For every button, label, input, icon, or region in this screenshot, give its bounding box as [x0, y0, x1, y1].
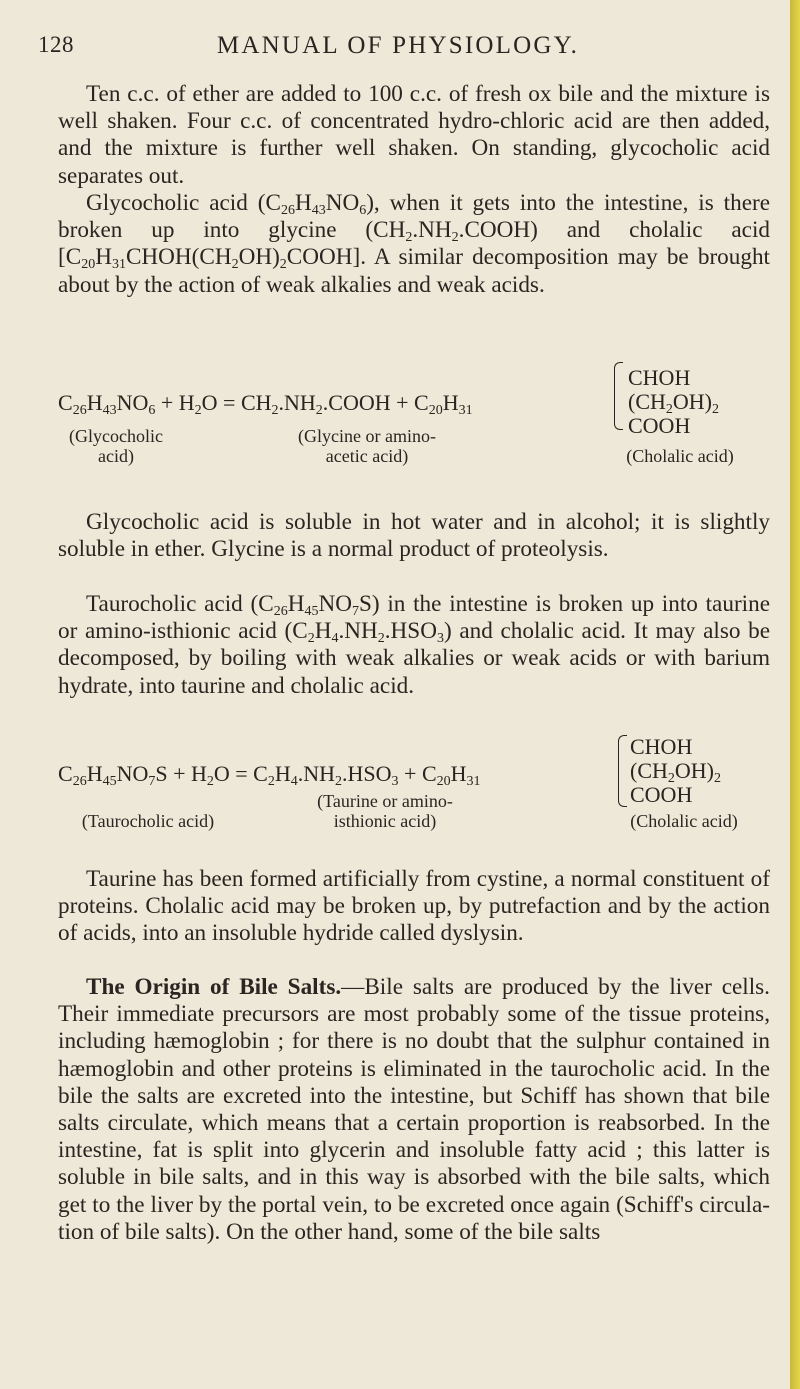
label-cholalic-acid-2: (Cholalic acid) — [630, 811, 738, 831]
equation-glycocholic-brace — [614, 362, 623, 430]
label-taurine: (Taurine or amino- isthionic acid) — [317, 791, 453, 831]
paragraph-glycocholic-decomposition: Glycocholic acid $(C_{26}H_{43}NO_6)$, when it gets into the intestine, is there broken up into glycine $(CH_2.NH_2.COOH)$ and cholalic acid $[C_{20}H_{31}CHOH(CH_2OH)_2COOH]$. A similar decomposition may be brought about by the action of weak alkalies and weak acids. — [58, 190, 770, 298]
equation-taurocholic-cholalic-formula: CHOH $(CH_2OH)_2$ COOH — [630, 734, 721, 807]
equation-glycocholic-reaction: $C_{26}H_{43}NO_6 + H_2O$ = $CH_2.NH_2.COOH + C_{20}H_{31}$ — [58, 390, 473, 418]
page-header — [38, 32, 758, 68]
label-glycine: (Glycine or amino- acetic acid) — [298, 426, 436, 466]
paragraph-taurocholic-decomposition: Taurocholic acid $(C_{26}H_{45}NO_7S)$ in the intestine is broken up into taurine or amino-isthionic acid $(C_2H_4.NH_2.HSO_3)$ and cholalic acid. It may also be decomposed, by boiling with weak alkalies or weak acids or with barium hydrate, into taurine and cholalic acid. — [58, 591, 770, 699]
page-edge — [790, 0, 800, 1389]
paragraph-glycocholic-solubility: Glycocholic acid is soluble in hot water and in alcohol; it is slightly soluble in ether. Glycine is a normal product of proteolysis. — [58, 509, 770, 563]
equation-taurocholic-reaction: $C_{26}H_{45}NO_7S + H_2O = C_2H_4.NH_2.HSO_3 + C_{20}H_{31}$ — [58, 761, 481, 789]
page-number: 128 — [38, 32, 74, 57]
label-glycocholic-acid: (Glycocholic acid) — [69, 426, 163, 466]
paragraph-taurine-origin: Taurine has been formed artificially from cystine, a normal constituent of proteins. Cholalic acid may be broken up, by putrefaction and by the action of acids, into an insoluble hydride called dyslysin. — [58, 866, 770, 947]
label-cholalic-acid: (Cholalic acid) — [626, 446, 734, 466]
equation-taurocholic — [58, 733, 770, 843]
equation-taurocholic-brace — [618, 735, 627, 807]
paragraph-origin-bile-salts: The Origin of Bile Salts.—Bile salts are produced by the liver cells. Their immediate precursors are most probably some of the tissue proteins, including hæmoglobin ; for there is no doubt that the sulphur contained in hæmoglobin and other proteins is eliminated in the taurocholic acid. In the bile the salts are excreted into the intestine, but Schiff has shown that bile salts circulate, which means that a certain proportion is reabsorbed. In the intestine, fat is split into glycerin and insoluble fatty acid ; this latter is soluble in bile salts, and in this way is absorbed with the bile salts, which get to the liver by the portal vein, to be excreted once again (Schiff's circula-tion of bile salts). On the other hand, some of the bile salts — [58, 974, 770, 1245]
section-heading: The Origin of Bile Salts. — [86, 974, 342, 1000]
label-taurocholic-acid: (Taurocholic acid) — [81, 811, 215, 831]
running-title: MANUAL OF PHYSIOLOGY. — [216, 32, 580, 59]
equation-glycocholic — [58, 365, 770, 484]
paragraph-ether-method: Ten c.c. of ether are added to 100 c.c. of fresh ox bile and the mixture is well shaken. Four c.c. of concentrated hydro-chloric acid are then added, and the mixture is further well shaken. On standing, glycocholic acid separates out. — [58, 81, 770, 189]
equation-glycocholic-cholalic-formula: CHOH $(CH_2OH)_2$ COOH — [628, 365, 719, 438]
